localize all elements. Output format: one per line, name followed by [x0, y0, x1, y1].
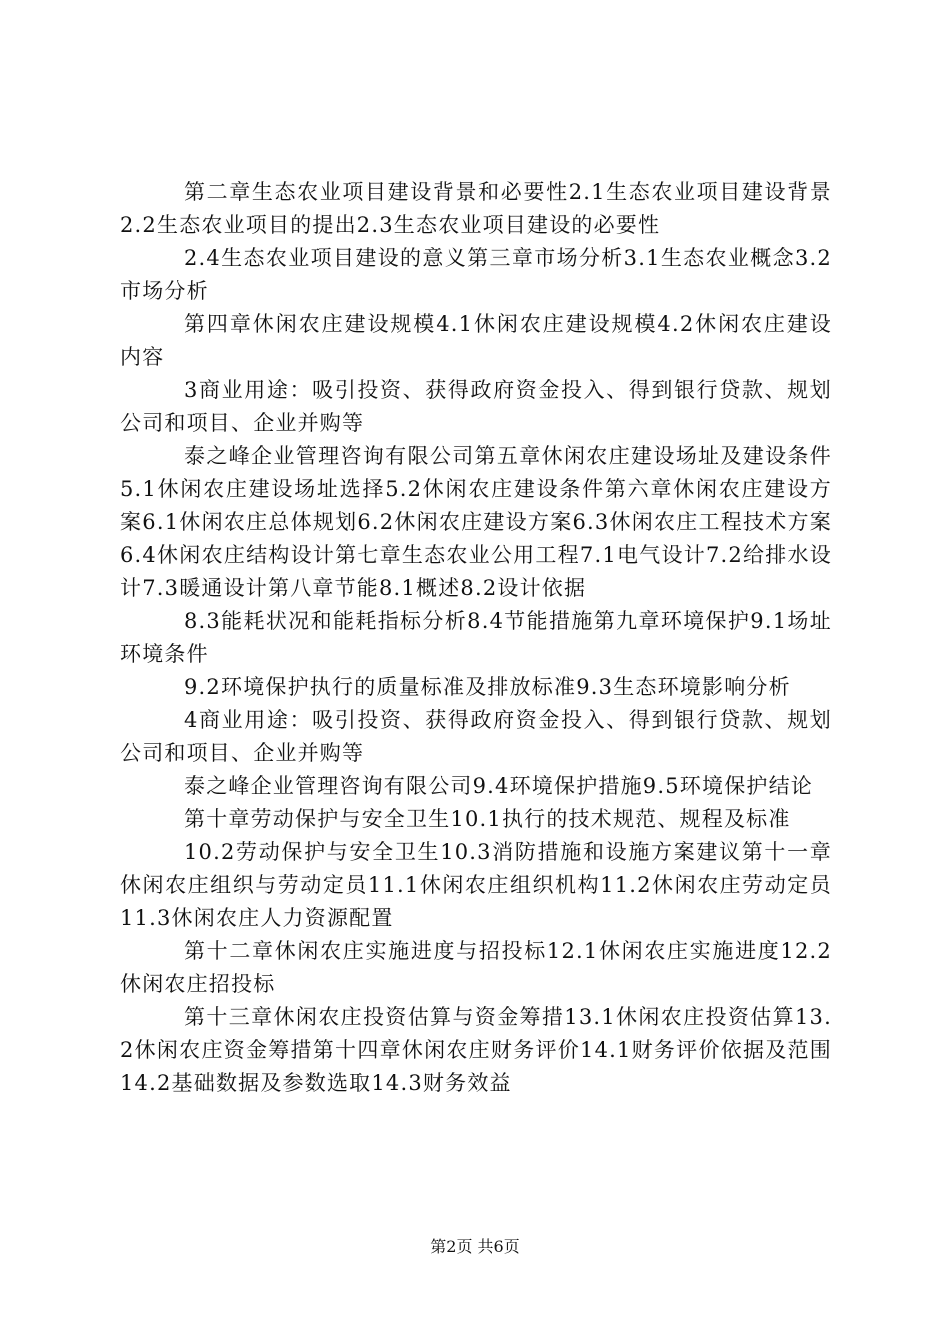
paragraph: 泰之峰企业管理咨询有限公司9.4环境保护措施9.5环境保护结论 — [184, 774, 813, 798]
paragraph: 第二章生态农业项目建设背景和必要性2.1生态农业项目建设背景2.2生态农业项目的提出2.3生态农业项目建设的必要性 — [120, 180, 832, 237]
paragraph: 2.4生态农业项目建设的意义第三章市场分析3.1生态农业概念3.2市场分析 — [120, 246, 832, 303]
paragraph: 第十三章休闲农庄投资估算与资金筹措13.1休闲农庄投资估算13.2休闲农庄资金筹措第十四章休闲农庄财务评价14.1财务评价依据及范围14.2基础数据及参数选取14.3财务效益 — [120, 1005, 832, 1095]
paragraph: 第十二章休闲农庄实施进度与招投标12.1休闲农庄实施进度12.2休闲农庄招投标 — [120, 939, 832, 996]
paragraph: 第四章休闲农庄建设规模4.1休闲农庄建设规模4.2休闲农庄建设内容 — [120, 312, 832, 369]
paragraph: 4商业用途：吸引投资、获得政府资金投入、得到银行贷款、规划公司和项目、企业并购等 — [120, 708, 832, 765]
paragraph: 8.3能耗状况和能耗指标分析8.4节能措施第九章环境保护9.1场址环境条件 — [120, 609, 832, 666]
paragraph: 10.2劳动保护与安全卫生10.3消防措施和设施方案建议第十一章休闲农庄组织与劳动定员11.1休闲农庄组织机构11.2休闲农庄劳动定员11.3休闲农庄人力资源配置 — [120, 840, 832, 930]
paragraph: 泰之峰企业管理咨询有限公司第五章休闲农庄建设场址及建设条件5.1休闲农庄建设场址选择5.2休闲农庄建设条件第六章休闲农庄建设方案6.1休闲农庄总体规划6.2休闲农庄建设方案6.3休闲农庄工程技术方案6.4休闲农庄结构设计第七章生态农业公用工程7.1电气设计7.2给排水设计7.3暖通设计第八章节能8.1概述8.2设计依据 — [120, 444, 832, 600]
paragraph: 9.2环境保护执行的质量标准及排放标准9.3生态环境影响分析 — [184, 675, 791, 699]
page-number: 第2页 共6页 — [430, 1237, 520, 1256]
body-text — [120, 176, 832, 1100]
paragraph: 3商业用途：吸引投资、获得政府资金投入、得到银行贷款、规划公司和项目、企业并购等 — [120, 378, 832, 435]
paragraph: 第十章劳动保护与安全卫生10.1执行的技术规范、规程及标准 — [184, 807, 791, 831]
